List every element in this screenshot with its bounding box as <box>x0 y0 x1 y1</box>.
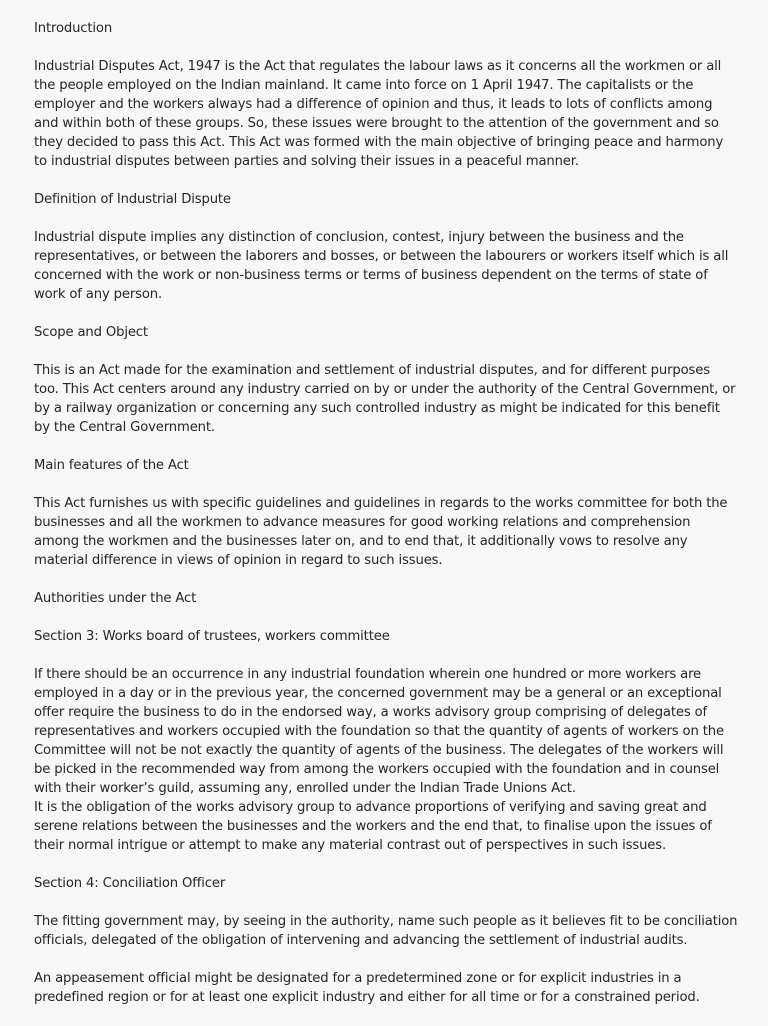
section-heading: Section 3: Works board of trustees, workers committee <box>34 629 390 644</box>
section-scope-and-object <box>34 323 738 437</box>
section-heading: Main features of the Act <box>34 458 189 473</box>
document-body <box>34 19 738 1026</box>
paragraph: Industrial dispute implies any distinction of conclusion, contest, injury between the business and the representatives, or between the laborers and bosses, or between the labourers or workers itself which is all concerned with the work or non-business terms or terms of business dependent on the terms of state of work of any person. <box>34 230 729 302</box>
section-authorities <box>34 589 738 608</box>
section-heading: Introduction <box>34 21 113 36</box>
section-body <box>34 912 738 950</box>
section-heading: Authorities under the Act <box>34 591 197 606</box>
section-body <box>34 228 738 304</box>
paragraph: The fitting government may, by seeing in the authority, name such people as it believes fit to be conciliation officials, delegated of the obligation of intervening and advancing the settlement of industrial audits. <box>34 914 738 948</box>
section-3-works-committee <box>34 627 738 855</box>
section-introduction <box>34 19 738 171</box>
section-body <box>34 969 738 1007</box>
paragraph: This is an Act made for the examination and settlement of industrial disputes, and for different purposes too. This Act centers around any industry carried on by or under the authority of the Central Government, or by a railway organization or concerning any such controlled industry as might be indicated for this benefit by the Central Government. <box>34 363 736 435</box>
section-definition <box>34 190 738 304</box>
section-heading: Section 4: Conciliation Officer <box>34 876 226 891</box>
section-body <box>34 57 738 171</box>
section-body <box>34 361 738 437</box>
section-main-features <box>34 456 738 570</box>
section-heading: Scope and Object <box>34 325 148 340</box>
paragraph: It is the obligation of the works advisory group to advance proportions of verifying and saving great and serene relations between the businesses and the workers and the end that, to finalise upon the issues of their normal intrigue or attempt to make any material contrast out of perspectives in such issues. <box>34 800 712 853</box>
paragraph: An appeasement official might be designated for a predetermined zone or for explicit industries in a predefined region or for at least one explicit industry and either for all time or for a constrained period. <box>34 971 700 1005</box>
paragraph: This Act furnishes us with specific guidelines and guidelines in regards to the works committee for both the businesses and all the workmen to advance measures for good working relations and comprehension among the workmen and the businesses later on, and to end that, it additionally vows to resolve any material difference in views of opinion in regard to such issues. <box>34 496 728 568</box>
section-4-conciliation-officer <box>34 874 738 1007</box>
paragraph: Industrial Disputes Act, 1947 is the Act that regulates the labour laws as it concerns all the workmen or all the people employed on the Indian mainland. It came into force on 1 April 1947. The capitalists or the employer and the workers always had a difference of opinion and thus, it leads to lots of conflicts among and within both of these groups. So, these issues were brought to the attention of the government and so they decided to pass this Act. This Act was formed with the main objective of bringing peace and harmony to industrial disputes between parties and solving their issues in a peaceful manner. <box>34 59 724 169</box>
section-heading: Definition of Industrial Dispute <box>34 192 231 207</box>
paragraph: If there should be an occurrence in any industrial foundation wherein one hundred or more workers are employed in a day or in the previous year, the concerned government may be a general or an exceptional offer require the business to do in the endorsed way, a works advisory group comprising of delegates of representatives and workers occupied with the foundation so that the quantity of agents of workers on the Committee will not be not exactly the quantity of agents of the business. The delegates of the workers will be picked in the recommended way from among the workers occupied with the foundation and in counsel with their worker’s guild, assuming any, enrolled under the Indian Trade Unions Act. <box>34 667 724 796</box>
section-body <box>34 494 738 570</box>
section-body <box>34 665 738 855</box>
